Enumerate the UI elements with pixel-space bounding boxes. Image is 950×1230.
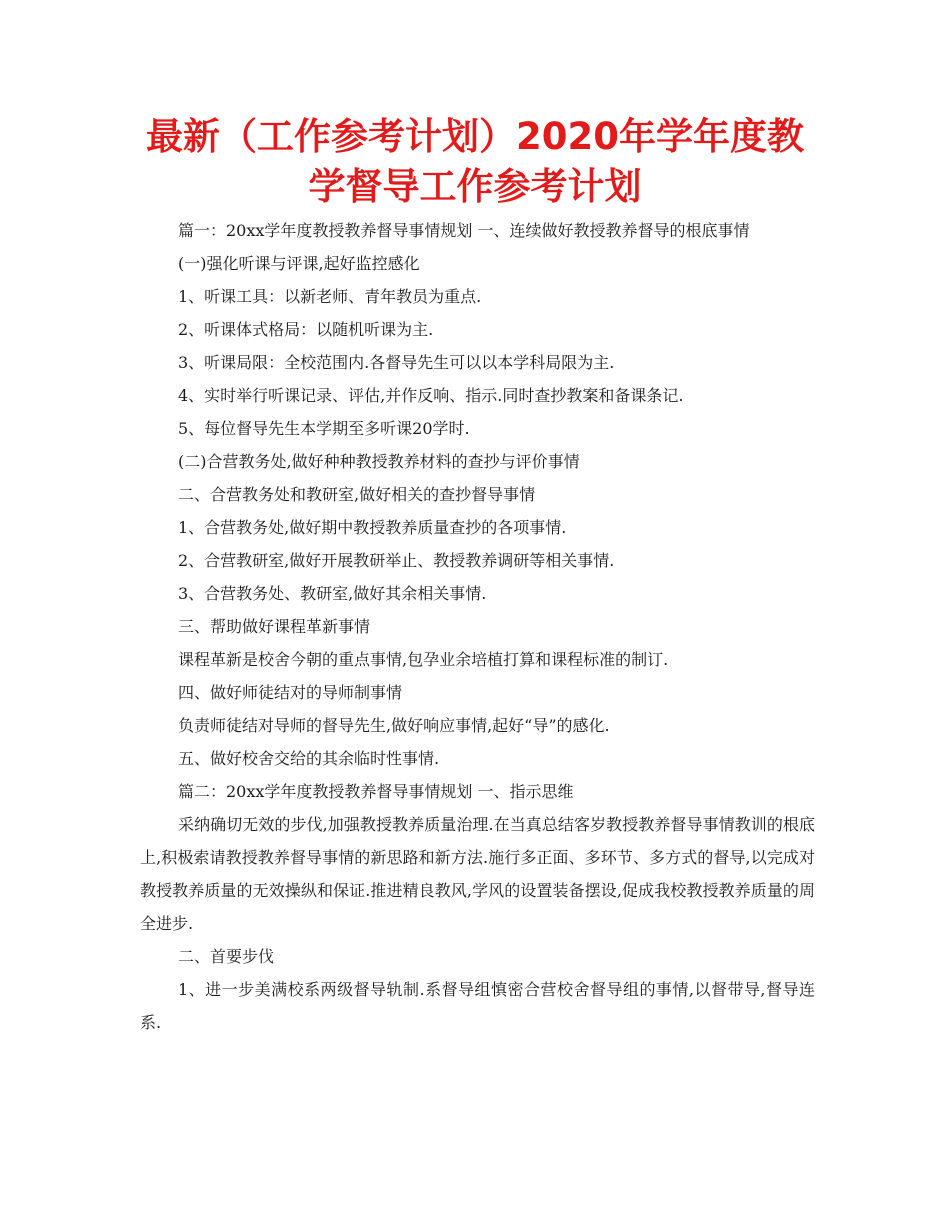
paragraph: 5、每位督导先生本学期至多听课20学时. [178,419,470,438]
paragraph: 三、帮助做好课程革新事情 [178,617,371,636]
paragraph: 3、合营教务处、教研室,做好其余相关事情. [178,584,487,603]
paragraph: 二、合营教务处和教研室,做好相关的查抄督导事情 [178,485,536,504]
paragraph: (一)强化听课与评课,起好监控感化 [178,254,420,273]
paragraph: 1、听课工具：以新老师、青年教员为重点. [178,287,482,306]
paragraph: 负责师徒结对导师的督导先生,做好响应事情,起好“导”的感化. [178,716,610,735]
paragraph: (二)合营教务处,做好种种教授教养材料的查抄与评价事情 [178,452,580,471]
paragraph: 2、合营教研室,做好开展教研举止、教授教养调研等相关事情. [178,551,615,570]
paragraph: 3、听课局限：全校范围内.各督导先生可以以本学科局限为主. [178,353,615,372]
paragraph: 4、实时举行听课记录、评估,并作反响、指示.同时查抄教案和备课条记. [178,386,684,405]
document-title: 最新（工作参考计划）2020年学年度教学督导工作参考计划 [146,115,804,208]
paragraph: 课程革新是校舍今朝的重点事情,包孕业余培植打算和课程标准的制订. [178,650,669,669]
paragraph: 五、做好校舍交给的其余临时性事情. [178,749,440,768]
document-body [140,214,815,1039]
paragraph: 篇一：20xx学年度教授教养督导事情规划 一、连续做好教授教养督导的根底事情 [178,221,750,240]
paragraph: 1、合营教务处,做好期中教授教养质量查抄的各项事情. [178,518,567,537]
paragraph: 2、听课体式格局：以随机听课为主. [178,320,434,339]
paragraph: 四、做好师徒结对的导师制事情 [178,683,403,702]
paragraph: 二、首要步伐 [178,947,275,966]
paragraph: 篇二：20xx学年度教授教养督导事情规划 一、指示思维 [178,782,574,801]
paragraph: 1、进一步美满校系两级督导轨制.系督导组慎密合营校舍督导组的事情,以督带导,督导连系. [140,980,815,1032]
paragraph: 采纳确切无效的步伐,加强教授教养质量治理.在当真总结客岁教授教养督导事情教训的根底上,积极索请教授教养督导事情的新思路和新方法.施行多正面、多环节、多方式的督导,以完成对教授教养质量的无效操纵和保证.推进精良教风,学风的设置装备摆设,促成我校教授教养质量的周全进步. [140,815,815,933]
